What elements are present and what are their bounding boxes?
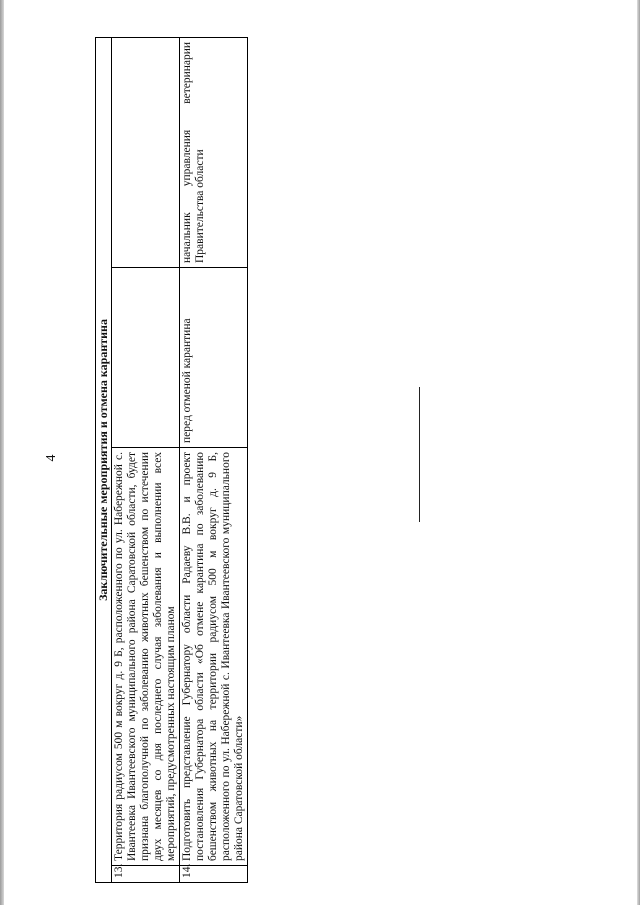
page-number: 4 bbox=[44, 454, 59, 462]
row-responsible: начальник управления ветеринарии Правительства области bbox=[180, 37, 248, 267]
row-number: 13. bbox=[112, 866, 180, 883]
section-header-row bbox=[96, 37, 112, 882]
row-term: перед отменой карантина bbox=[180, 268, 248, 448]
section-title: Заключительные мероприятия и отмена карантина bbox=[96, 37, 112, 882]
row-action: Территория радиусом 500 м вокруг д. 9 Б, расположенного по ул. Набережной с. Ивантеевка Ивантеевского муниципального района Саратовской области, будет признана благополучной по заболеванию животных бешенством по истечении двух месяцев со дня последнего случая заболевания и выполнении всех мероприятий, предусмотренных настоящим планом bbox=[112, 448, 180, 866]
table-row bbox=[112, 37, 180, 882]
scan-edge-left bbox=[0, 0, 4, 905]
measures-table bbox=[95, 37, 248, 883]
rotated-table-container bbox=[95, 38, 270, 883]
table-row bbox=[180, 37, 248, 882]
row-action: Подготовить представление Губернатору области Радаеву В.В. и проект постановления Губернатора области «Об отмене карантина по заболеванию бешенством животных на территории радиусом 500 м вокруг д. 9 Б, расположенного по ул. Набережной с. Ивантеевка Ивантеевского муниципального района Саратовской области» bbox=[180, 448, 248, 866]
row-responsible bbox=[112, 37, 180, 267]
signature-rule bbox=[419, 387, 420, 522]
row-number: 14. bbox=[180, 866, 248, 883]
row-term bbox=[112, 268, 180, 448]
